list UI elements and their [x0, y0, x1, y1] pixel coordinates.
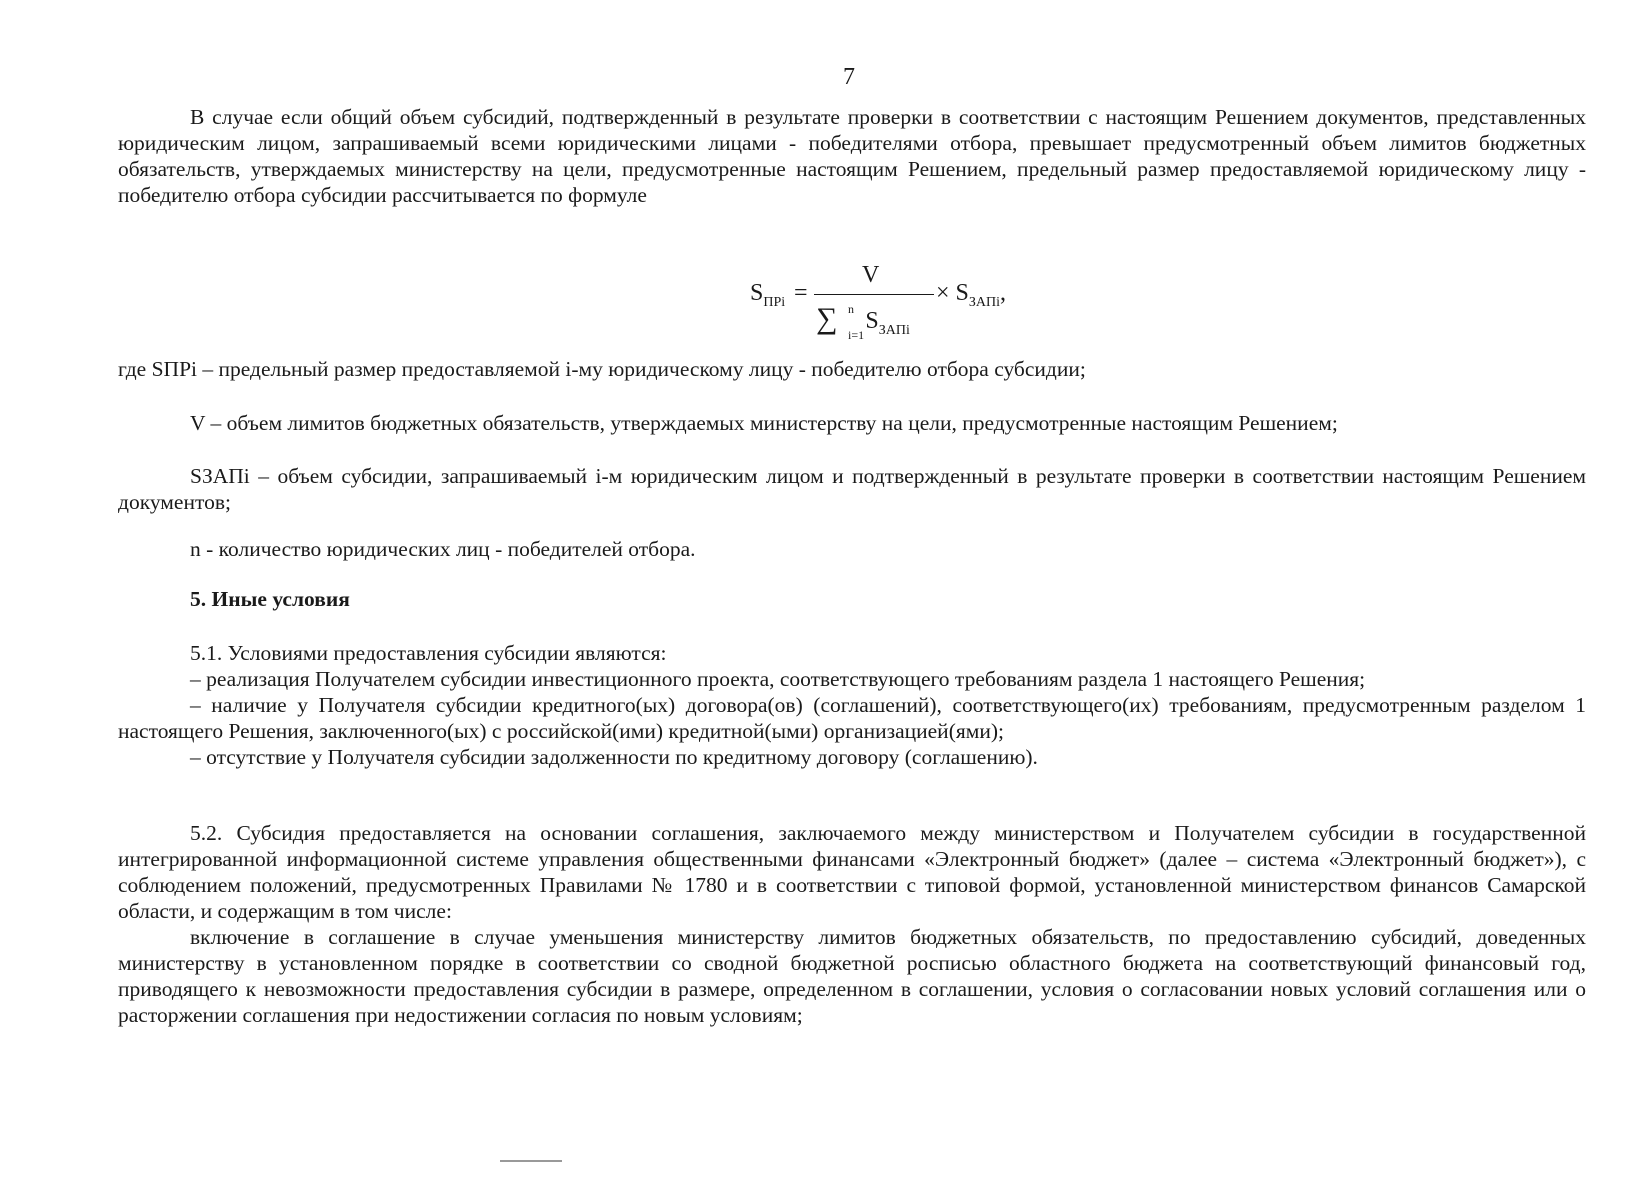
list-item: – наличие у Получателя субсидии кредитного(ых) договора(ов) (соглашений), соответствующего(их) требованиям, предусмотренным разделом 1 настоящего Решения, заключенного(ых) с российской(ими) кредитной(ыми) организацией(ями); [118, 693, 1586, 743]
formula-rhs: × $S_{ЗАПi}$, [936, 280, 1007, 310]
section-heading: 5. Иные условия [190, 587, 350, 611]
sigma-symbol: ∑ [816, 302, 838, 335]
definition-spri: где SПРi – предельный размер предоставляемой i-му юридическому лицу - победителю отбора субсидии; [118, 357, 1086, 381]
sigma-upper: n [848, 302, 854, 316]
clause-5-1 [118, 640, 1586, 770]
fraction-bar [814, 294, 934, 295]
definition-szapi: SЗАПi – объем субсидии, запрашиваемый i-м юридическим лицом и подтвержденный в результате проверки в соответствии настоящим Решением документов; [118, 464, 1586, 514]
clause-5-2-inclusion: включение в соглашение в случае уменьшения министерству лимитов бюджетных обязательств, по предоставлению субсидий, доведенных министерству в установленном порядке в соответствии со сводной бюджетной росписью областного бюджета на соответствующий финансовый год, приводящего к невозможности предоставления субсидии в размере, определенном в соглашении, условия о согласовании новых условий соглашения или о расторжении соглашения при недостижении согласия по новым условиям; [118, 925, 1586, 1027]
formula-numerator: V [862, 262, 880, 288]
formula-lhs: $S_{ПРi}$ [750, 280, 786, 310]
formula-denominator: ∑ n i=1 $S_{ЗАПi}$ [816, 302, 910, 342]
clause-5-2: 5.2. Субсидия предоставляется на основании соглашения, заключаемого между министерством и Получателем субсидии в государственной интегрированной информационной системе управления общественными финансами «Электронный бюджет» (далее – система «Электронный бюджет»), с соблюдением положений, предусмотренных Правилами № 1780 и в соответствии с типовой формой, установленной министерством финансов Самарской области, и содержащим в том числе: [118, 821, 1586, 923]
formula-equals: = [794, 280, 808, 306]
sigma-lower: i=1 [848, 328, 865, 342]
paragraph-intro: В случае если общий объем субсидий, подтвержденный в результате проверки в соответствии с настоящим Решением документов, представленных юридическим лицом, запрашиваемый всеми юридическими лицами - победителями отбора, превышает предусмотренный объем лимитов бюджетных обязательств, утверждаемых министерству на цели, предусмотренные настоящим Решением, предельный размер предоставляемой юридическому лицу - победителю отбора субсидии рассчитывается по формуле [118, 105, 1586, 207]
clause-5-1-lead: 5.1. Условиями предоставления субсидии являются: [190, 641, 667, 665]
scan-artifact-line [500, 1160, 562, 1162]
list-item: – реализация Получателем субсидии инвестиционного проекта, соответствующего требованиям раздела 1 настоящего Решения; [190, 667, 1366, 691]
list-item: – отсутствие у Получателя субсидии задолженности по кредитному договору (соглашению). [190, 745, 1038, 769]
subsidy-formula [750, 262, 1050, 352]
page-number: 7 [843, 64, 855, 90]
definition-v: V – объем лимитов бюджетных обязательств, утверждаемых министерству на цели, предусмотренные настоящим Решением; [190, 411, 1338, 435]
definition-n: n - количество юридических лиц - победителей отбора. [190, 537, 696, 561]
